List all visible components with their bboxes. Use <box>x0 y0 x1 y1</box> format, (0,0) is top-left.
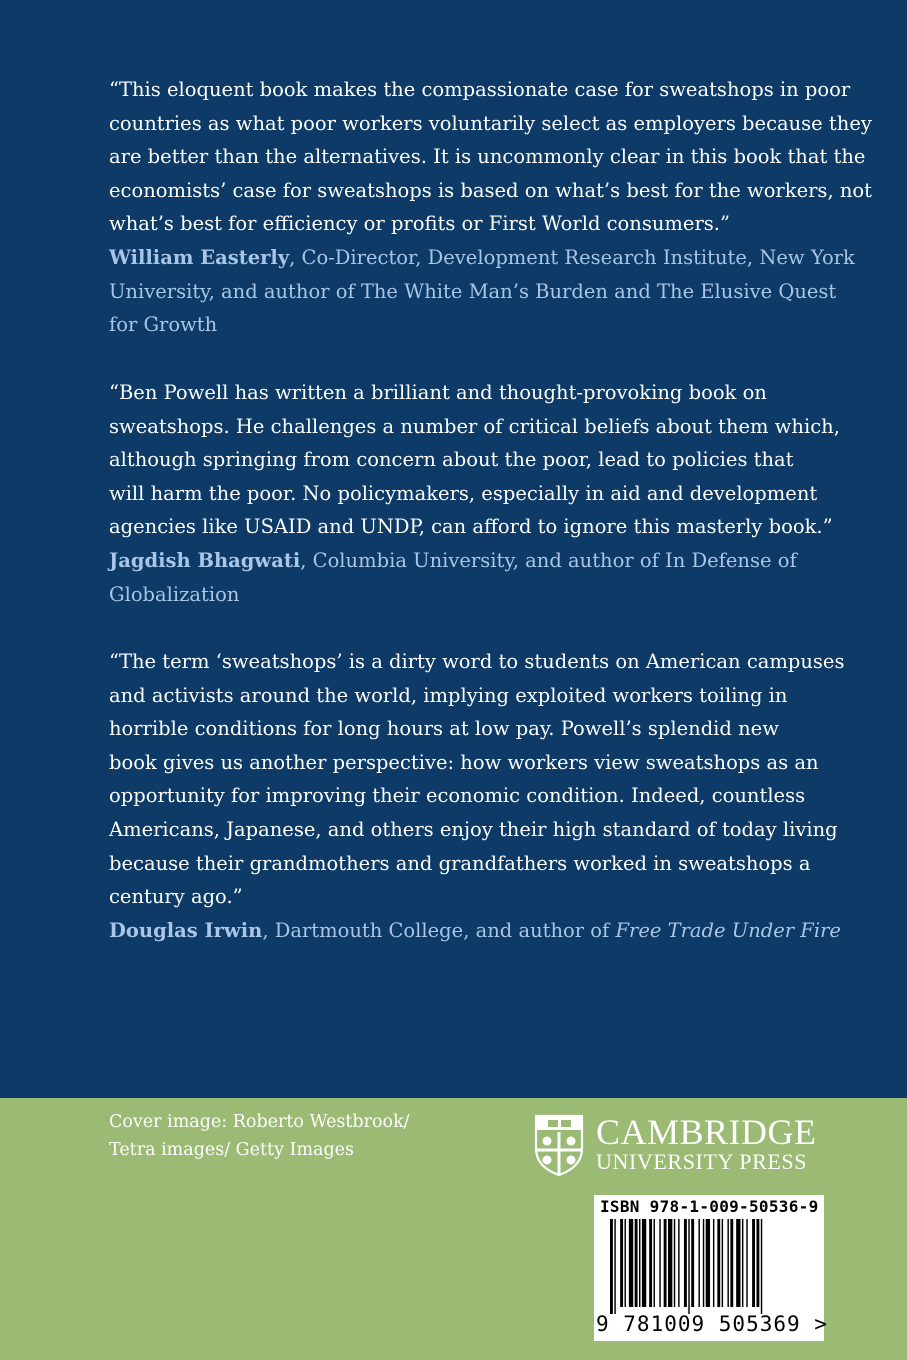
isbn-digits: 9 781009 505369 > <box>596 1312 828 1336</box>
publisher-logo <box>534 1108 834 1178</box>
quote-line: “Ben Powell has written a brilliant and thought-provoking book on <box>109 381 767 404</box>
quote-line: are better than the alternatives. It is uncommonly clear in this book that the <box>109 145 866 169</box>
credit-line: Tetra images/ Getty Images <box>109 1140 355 1160</box>
publisher-name: CAMBRIDGE <box>596 1112 817 1152</box>
quote-line: horrible conditions for long hours at low pay. Powell’s splendid new <box>109 717 779 741</box>
author-affiliation: University, and author of The White Man’s Burden and The Elusive Quest <box>109 279 837 303</box>
quote-line: Americans, Japanese, and others enjoy their high standard of today living <box>109 817 838 841</box>
quote-attribution <box>109 914 841 948</box>
quote-line: what’s best for efficiency or profits or First World consumers.” <box>109 212 730 236</box>
quote-line: “The term ‘sweatshops’ is a dirty word to students on American campuses <box>109 650 845 673</box>
quote-attribution <box>109 241 855 275</box>
quote-line: because their grandmothers and grandfathers worked in sweatshops a <box>109 851 811 875</box>
quote-line: countries as what poor workers voluntarily select as employers because they <box>109 111 872 135</box>
author-affiliation: , Columbia University, and author of In Defense of <box>300 548 797 572</box>
cover-image-credit <box>109 1108 469 1164</box>
publisher-subname: UNIVERSITY PRESS <box>596 1149 808 1174</box>
quote-line: century ago.” <box>109 885 243 909</box>
author-name: Jagdish Bhagwati <box>109 548 301 572</box>
quote-attribution <box>109 544 829 578</box>
isbn-barcode <box>594 1195 828 1341</box>
endorsement-quote-1 <box>109 73 872 342</box>
endorsement-quote-3 <box>109 645 845 947</box>
quote-line: book gives us another perspective: how workers view sweatshops as an <box>109 750 819 774</box>
author-name: Douglas Irwin <box>109 918 263 942</box>
author-affiliation: Globalization <box>109 582 240 606</box>
credit-line: Cover image: Roberto Westbrook/ <box>109 1112 410 1132</box>
quote-line: and activists around the world, implying exploited workers toiling in <box>109 683 788 707</box>
author-affiliation: for Growth <box>109 313 218 337</box>
quote-line: economists’ case for sweatshops is based on what’s best for the workers, not <box>109 178 872 202</box>
isbn-label: ISBN 978-1-009-50536-9 <box>600 1197 819 1216</box>
barcode-bars <box>610 1219 810 1314</box>
author-name: William Easterly <box>109 245 290 269</box>
quote-line: opportunity for improving their economic condition. Indeed, countless <box>109 784 806 808</box>
author-affiliation: , Dartmouth College, and author of <box>262 918 616 942</box>
quote-line: agencies like USAID and UNDP, can afford to ignore this masterly book.” <box>109 515 833 539</box>
quote-line: although springing from concern about the poor, lead to policies that <box>109 448 794 472</box>
quote-line: sweatshops. He challenges a number of critical beliefs about them which, <box>109 414 840 438</box>
endorsement-quote-2 <box>109 376 840 611</box>
quote-line: “This eloquent book makes the compassionate case for sweatshops in poor <box>109 78 851 101</box>
cambridge-shield-icon <box>534 1114 584 1176</box>
quote-line: will harm the poor. No policymakers, especially in aid and development <box>109 481 818 505</box>
author-affiliation: , Co-Director, Development Research Institute, New York <box>289 245 855 269</box>
book-title: Free Trade Under Fire <box>615 918 841 942</box>
